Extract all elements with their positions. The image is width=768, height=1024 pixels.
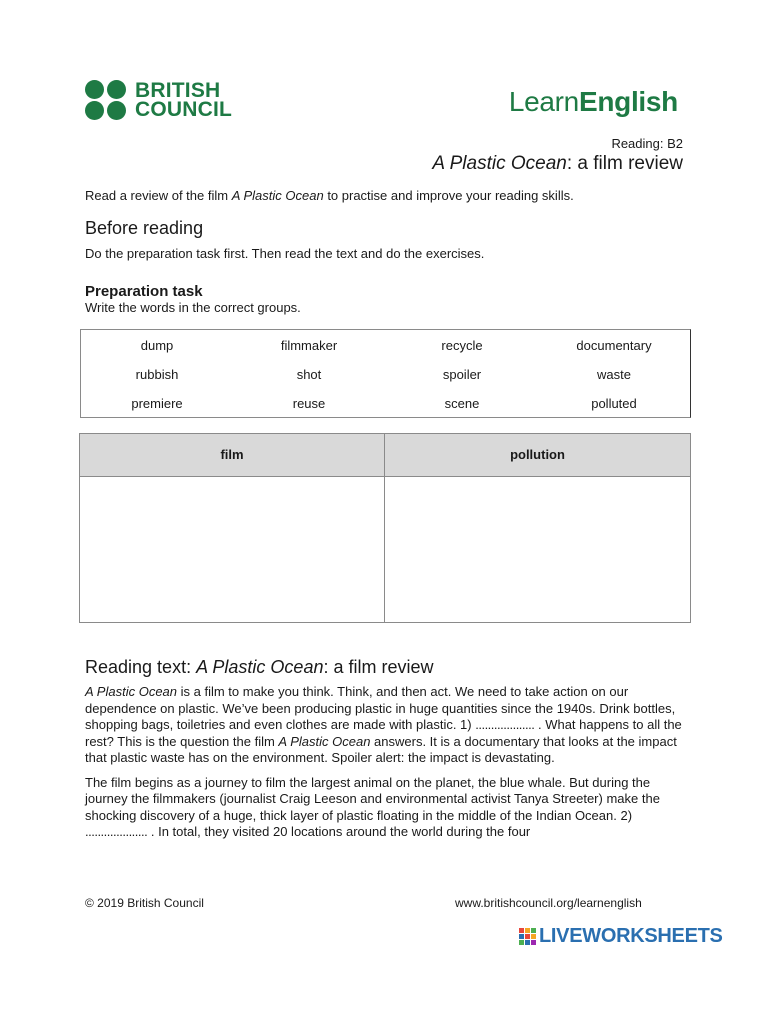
word: polluted: [591, 396, 637, 411]
film-answer-area[interactable]: [80, 477, 384, 622]
learnenglish-logo: LearnEnglish: [508, 86, 678, 117]
word: scene: [444, 396, 480, 411]
liveworksheets-logo: [519, 925, 723, 948]
word: spoiler: [442, 367, 482, 382]
logo-line-2: COUNCIL: [135, 98, 233, 121]
word: shot: [296, 367, 322, 382]
gap-1[interactable]: ...................: [475, 717, 535, 732]
reading-paragraph-1: A Plastic Ocean is a film to make you think. Think, and then act. We need to take action on our dependence on plastic. We’ve been producing plastic in huge quantities since the 1940s. Drink bottles, shopping bags, toiletries and even clothes are made with plastic. 1) ................... . What happens to all the rest? This is the question the film A Plastic Ocean answers. It is a documentary that looks at the impact that plastic waste has on the environment. Spoiler alert: the impact is devastating.: [85, 684, 682, 765]
footer-url: www.britishcouncil.org/learnenglish: [455, 896, 642, 910]
reading-text: [85, 684, 685, 849]
word: documentary: [576, 338, 652, 353]
gap-2[interactable]: ....................: [85, 824, 148, 839]
film-column-header: film: [80, 434, 384, 477]
word-box: [80, 329, 691, 418]
before-reading-heading: Before reading: [85, 218, 204, 238]
reading-text-heading: Reading text: A Plastic Ocean: a film review: [85, 657, 434, 677]
reading-paragraph-2: The film begins as a journey to film the largest animal on the planet, the blue whale. But during the journey the filmmakers (journalist Craig Leeson and environmental activist Tanya Streeter) make the shocking discovery of a huge, thick layer of plastic floating in the middle of the Indian Ocean. 2) .................... . In total, they visited 20 locations around the world during the four: [85, 774, 660, 839]
preparation-task-instruction: Write the words in the correct groups.: [85, 300, 301, 315]
word: reuse: [292, 396, 326, 411]
level-label: Reading: B2: [611, 136, 683, 151]
intro-text: Read a review of the film A Plastic Ocean to practise and improve your reading skills.: [85, 188, 574, 203]
word-groups-table: [79, 433, 691, 623]
document-title: A Plastic Ocean: a film review: [432, 153, 683, 174]
liveworksheets-text: LIVEWORKSHEETS: [539, 925, 723, 947]
word: waste: [597, 367, 631, 382]
british-council-dots-icon: [85, 80, 129, 120]
before-reading-text: Do the preparation task first. Then read the text and do the exercises.: [85, 246, 485, 261]
british-council-logo: [85, 80, 232, 120]
liveworksheets-grid-icon: [519, 928, 536, 945]
logo-line-1: BRITISH: [135, 79, 221, 102]
word: filmmaker: [280, 338, 338, 353]
copyright: © 2019 British Council: [85, 896, 204, 910]
word: recycle: [441, 338, 483, 353]
word: rubbish: [135, 367, 179, 382]
preparation-task-heading: Preparation task: [85, 283, 203, 300]
word: premiere: [131, 396, 183, 411]
word: dump: [140, 338, 174, 353]
pollution-column-header: pollution: [385, 434, 690, 477]
pollution-answer-area[interactable]: [385, 477, 690, 622]
